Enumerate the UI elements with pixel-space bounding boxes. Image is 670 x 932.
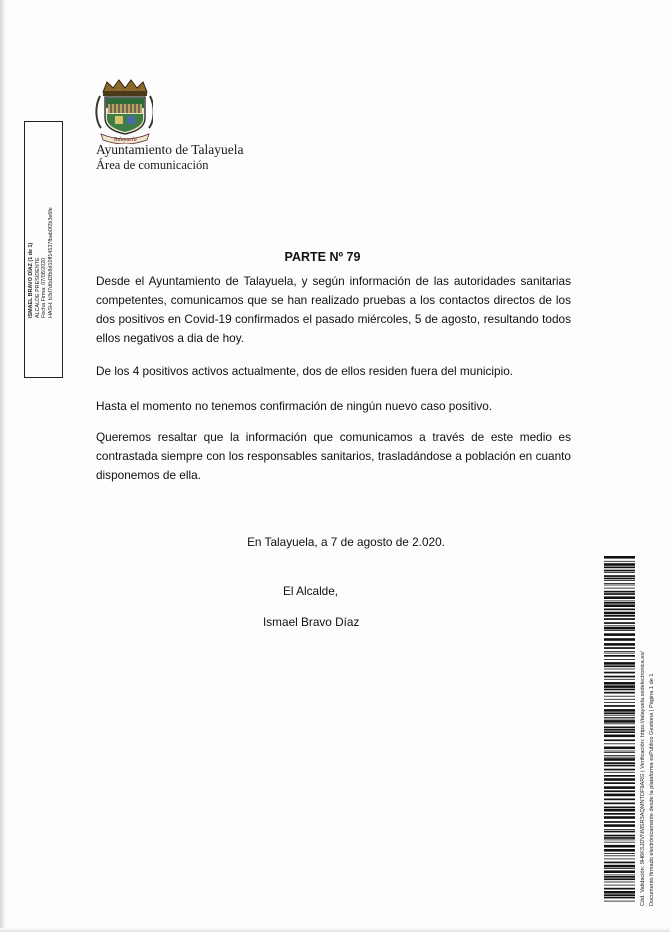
barcode-bar [604,758,635,761]
barcode-bar [604,752,635,753]
barcode-bar [604,840,635,841]
barcode-bar [604,755,635,756]
organization-name: Ayuntamiento de Talayuela [96,142,244,157]
barcode-bar [604,643,635,646]
organization-department: Área de comunicación [96,158,209,172]
document-title: PARTE Nº 79 [284,250,361,264]
signature-signer: ISMAEL BRAVO DÍAZ (1 de 1) [28,242,34,318]
barcode-bar [604,775,635,777]
barcode-bar [604,665,635,667]
barcode-bar [604,799,635,801]
paragraph: Queremos resaltar que la información que comunicamos a través de este medio es contrastada siempre con los responsables sanitarios, trasladándose a población en cuanto disponemos de ella. [96,430,571,482]
barcode-bar [604,570,635,572]
barcode-bar [604,612,635,615]
barcode-bar [604,723,635,724]
paragraph: Desde el Ayuntamiento de Talayuela, y según información de las autoridades sanitarias competentes, comunicamos que se han realizado pruebas a los contactos directos de los dos positivos en Covid-19 confirmados el pasado miércoles, 5 de agosto, resultando todos ellos negativos a dia de hoy. [96,274,571,345]
place-date: En Talayuela, a 7 de agosto de 2.020. [247,535,445,549]
barcode-bar [604,897,635,899]
barcode-bar [604,715,635,716]
barcode-bar [604,735,635,738]
barcode-bar [604,561,635,562]
barcode-bar [604,727,635,729]
signer-name: Ismael Bravo Díaz [263,615,360,629]
barcode-bar [604,865,635,868]
barcode-bar [604,875,635,876]
barcode-bar [604,882,635,883]
barcode-bar [604,593,635,595]
barcode-bar [604,575,635,577]
barcode-bar [604,563,635,566]
barcode-bar [604,572,635,573]
barcode-bar [604,878,635,880]
barcode-bar [604,829,635,830]
barcode-bar [604,699,635,700]
barcode-bar [604,824,635,827]
barcode-bar [604,757,635,758]
page-edge-shadow [0,0,6,932]
barcode-bar [604,720,635,723]
barcode-bar [604,672,635,674]
barcode-bar [604,885,635,886]
barcode-bar [604,782,635,784]
barcode-bar [604,853,635,854]
barcode-bar [604,845,635,848]
barcode-bar [604,821,635,823]
barcode-bar [604,676,635,678]
barcode-bar [604,655,635,657]
barcode-bar [604,747,635,750]
barcode-bar [604,816,635,819]
barcode-bar [604,813,635,815]
barcode-bar [604,762,635,764]
barcode-bar [604,630,635,631]
verification-text [639,651,657,906]
barcode-bar [604,556,635,559]
barcode-bar [604,669,635,670]
barcode-bar [604,578,635,580]
barcode-bar [604,719,635,720]
barcode-bar [604,622,635,624]
barcode-image [604,556,635,906]
barcode-bar [604,835,635,837]
barcode-bar [604,901,635,902]
barcode-bar [604,743,635,744]
barcode-bar [604,647,635,649]
barcode-bar [604,604,635,607]
barcode-bar [604,870,635,873]
paragraph: Hasta el momento no tenemos confirmación de ningún nuevo caso positivo. [96,399,493,413]
barcode-bar [604,778,635,781]
barcode-bar [604,638,635,641]
barcode-bar [604,809,635,812]
barcode-bar [604,855,635,856]
barcode-bar [604,689,635,691]
barcode-bar [604,609,635,611]
barcode-bar [604,651,635,652]
barcode-bar [604,633,635,636]
barcode-bar [604,601,635,602]
barcode-bar [604,591,635,593]
barcode-bar [604,618,635,620]
paragraph: De los 4 positivos activos actualmente, dos de ellos residen fuera del municipio. [96,364,514,378]
barcode-bar [604,709,635,712]
signer-title: El Alcalde, [283,584,339,598]
barcode-bar [604,731,635,733]
logo-banner-text: Talayuela [113,137,137,143]
barcode-bar [604,567,635,569]
barcode-bar [604,891,635,894]
barcode-bar [604,837,635,839]
barcode-bar [604,602,635,604]
barcode-bar [604,876,635,878]
barcode-bar [604,653,635,654]
barcode-bar [604,769,635,771]
barcode-bar [604,859,635,860]
page-bottom-shadow [0,928,670,932]
barcode-bar [604,803,635,805]
barcode-bar [604,772,635,773]
barcode-bar [604,786,635,789]
barcode-bar [604,615,635,617]
barcode-bar [604,685,635,688]
barcode-bar [604,888,635,890]
barcode-bar [604,894,635,896]
barcode-bar [604,807,635,809]
barcode-bar [604,583,635,584]
coat-of-arms-logo [95,78,153,144]
barcode-bar [604,702,635,703]
barcode-bar [604,712,635,714]
barcode-bar [604,765,635,767]
barcode-bar [604,717,635,718]
signature-role: ALCALDE PRESIDENTE [34,257,41,318]
signature-hash: HASH: b3d7d6d2fb8d10ff14537fbab0f2b3e6fe [47,207,54,318]
barcode-bar [604,868,635,869]
barcode-bar [604,729,635,731]
barcode-bar [604,831,635,833]
barcode-bar [604,659,635,660]
barcode-bar [604,862,635,864]
barcode-bar [604,588,635,589]
barcode-bar [604,849,635,852]
barcode-bar [604,580,635,581]
barcode-bar [604,627,635,630]
verification-line-1: Cód. Validación: 9H6KSJDVNMSR3AQMNTDF9ARG | Verificación: https://talayuela.sedelectronica.es/ [640,651,646,906]
barcode-bar [604,705,635,707]
barcode-bar [604,585,635,586]
verification-line-2: Documento firmado electrónicamente desde la plataforma esPublico Gestiona | Página 1 de 1 [649,673,655,906]
barcode-bar [604,696,635,697]
barcode-bar [604,596,635,599]
barcode-bar [604,790,635,792]
barcode-bar [604,739,635,741]
barcode-bar [604,679,635,680]
barcode-bar [604,625,635,626]
barcode-bar [604,662,635,665]
signature-date: Fecha Firma: 07/08/2020 [41,257,48,318]
barcode-bar [604,682,635,685]
barcode-bar [604,692,635,694]
barcode-bar [604,751,635,752]
barcode-bar [604,842,635,843]
barcode-bar [604,794,635,797]
